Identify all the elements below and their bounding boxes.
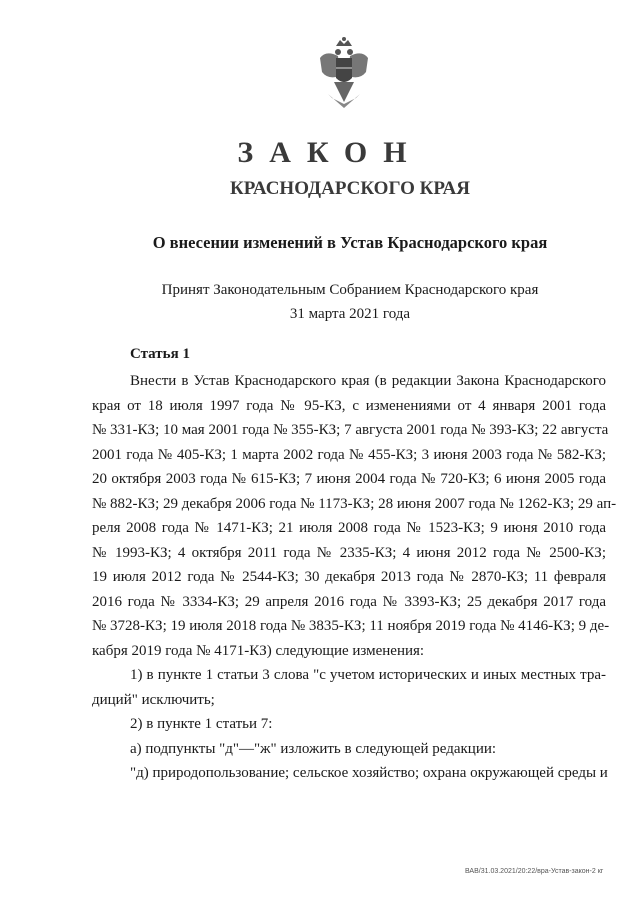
body-line: 19 июля 2012 года № 2544-КЗ; 30 декабря 2013 года № 2870-КЗ; 11 февраля [92, 569, 606, 585]
body-line: реля 2008 года № 1471-КЗ; 21 июля 2008 года № 1523-КЗ; 9 июня 2010 года [92, 520, 606, 536]
document-heading: О внесении изменений в Устав Краснодарского края [152, 233, 548, 252]
body-line: 1) в пункте 1 статьи 3 слова "с учетом исторических и иных местных тра- [130, 667, 606, 683]
body-line: а) подпункты "д"—"ж" изложить в следующей редакции: [130, 740, 497, 757]
body-line: 2016 года № 3334-КЗ; 29 апреля 2016 года № 3393-КЗ; 25 декабря 2017 года [92, 593, 606, 610]
body-line: кабря 2019 года № 4171-КЗ) следующие изменения: [92, 642, 425, 659]
body-line: 2) в пункте 1 статьи 7: [130, 716, 273, 732]
coat-of-arms-icon [316, 36, 372, 112]
article-body [92, 369, 617, 786]
body-line: № 331-КЗ; 10 мая 2001 года № 355-КЗ; 7 августа 2001 года № 393-КЗ; 22 августа [92, 422, 609, 438]
body-line: "д) природопользование; сельское хозяйство; охрана окружающей среды и [130, 765, 608, 781]
body-line: № 3728-КЗ; 19 июля 2018 года № 3835-КЗ; 11 ноября 2019 года № 4146-КЗ; 9 де- [92, 618, 610, 634]
article-title: Статья 1 [130, 346, 190, 362]
document-footer-stamp: ВАВ/31.03.2021/20:22/вра-Устав-закон-2 кг [465, 868, 604, 875]
body-line: № 882-КЗ; 29 декабря 2006 года № 1173-КЗ; 28 июня 2007 года № 1262-КЗ; 29 ап- [92, 495, 617, 512]
law-title: ЗАКОН [237, 136, 423, 169]
adoption-line: Принят Законодательным Собранием Краснодарского края [161, 282, 539, 298]
body-line: края от 18 июля 1997 года № 95-КЗ, с изменениями от 4 января 2001 года [92, 397, 606, 414]
body-line: Внести в Устав Краснодарского края (в редакции Закона Краснодарского [130, 373, 606, 389]
body-line: 2001 года № 405-КЗ; 1 марта 2002 года № 455-КЗ; 3 июня 2003 года № 582-КЗ; [92, 446, 606, 463]
body-line: 20 октября 2003 года № 615-КЗ; 7 июня 2004 года № 720-КЗ; 6 июня 2005 года [92, 471, 606, 487]
body-line: № 1993-КЗ; 4 октября 2011 года № 2335-КЗ; 4 июня 2012 года № 2500-КЗ; [92, 544, 606, 561]
adoption-info [0, 278, 640, 326]
body-line: диций" исключить; [92, 691, 215, 708]
adoption-date: 31 марта 2021 года [289, 306, 411, 322]
law-subtitle: КРАСНОДАРСКОГО КРАЯ [229, 178, 471, 199]
